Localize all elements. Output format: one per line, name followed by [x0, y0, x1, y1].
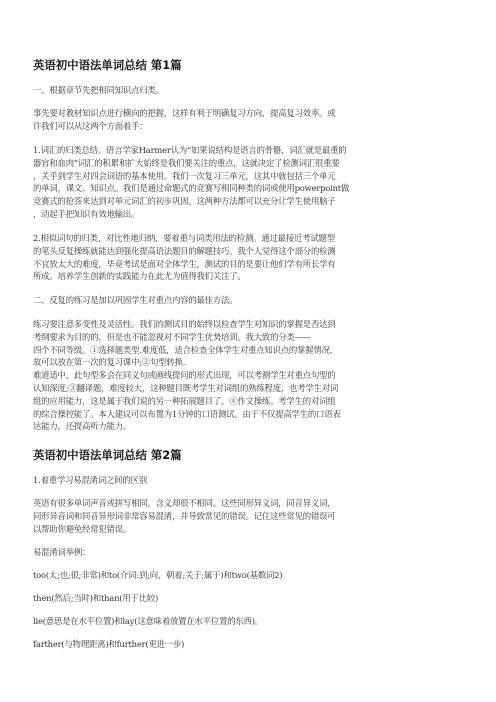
text-line: 不宜放太大的难度，毕竟考试是面对全体学生，测试的目的是要让他们学有所长学有 [33, 258, 336, 269]
text-line: 2.相似词句的归类，对比性地归纳，要着重与词类用法的检测。通过最接近考试题型 [33, 233, 335, 243]
text-line: 竞赛式的抢答来达到对单元词汇的初步巩固。这两种方法都可以充分让学生使用脑子 [33, 196, 336, 207]
text-line: 故可以放在第一次的复习课中;②句型转换. [33, 357, 186, 368]
section1-title: 英语初中语法单词总结 第1篇 [33, 58, 182, 72]
text-line: 考纲要求为目的的，但是也不能忽视对不同学生优势培训。我大致的分类—— [33, 331, 311, 342]
example-item: lie(意思是在水平位置)和lay(这意味着放置在水平位置的东西)。 [33, 616, 263, 626]
text-line: 以帮助你避免经常犯错误。 [33, 523, 132, 534]
text-line: 同形异音词和同音异形词非常容易混淆，并导致常见的错误。记住这些常见的错误可 [33, 510, 336, 521]
text-line: 的单词，课文、知识点。我们是通过命题式的竞赛写相同种类的词或使用powerpoint做 [33, 183, 350, 194]
text-line: 的综合操控能了。本人建议可以布置为1分钟的口语测试。由于不仅提高学生的口语表 [33, 408, 341, 419]
example-item: then(然后;当时)和than(用于比较) [33, 593, 159, 603]
text-line: ，关乎到学生对四会词语的基本使用。我们一次复习三单元，这其中就包括三个单元 [33, 170, 336, 181]
text-line: 事先要对教材知识点进行横向的把握，这样有利于明确复习方向，提高复习效率。或 [33, 108, 336, 118]
text-line: 练习要注意多变性及灵活性。我们的测试目的始终以检查学生对知识的掌握是否达到 [33, 319, 336, 329]
text-line: 许我们可以从这两个方面着手： [33, 120, 148, 131]
text-line: 组的应用能力，这是属于我们说的另一种拓展题目了。④作文操练。考学生的对词组 [33, 395, 336, 406]
section1-heading2: 二、反复的练习是加以巩固学生对重点内容的最佳方法。 [33, 295, 238, 305]
example-item: too(太;也;很;非常)和to(介词:到;向，朝着;关于;属于)和two(基数词2) [33, 570, 283, 580]
section1-para3 [33, 232, 465, 283]
section1-para1 [33, 107, 465, 133]
text-line: 器官和血肉”词汇的积累和扩大始终是我们要关注的重点，这就决定了检测词汇很重要 [33, 157, 340, 168]
section1-para4 [33, 318, 465, 433]
text-line: 四个不同等级。①选择题类型.难度低，适合检查全体学生对重点知识点的掌握情况， [33, 344, 338, 355]
section2-heading1: 1.着重学习易混淆词之间的区别 [33, 475, 147, 485]
section1-heading1: 一、根据章节先把相同知识点归类。 [33, 85, 164, 95]
example-item: farther(与物理距离)和further(更进一步) [33, 639, 185, 649]
section2-title: 英语初中语法单词总结 第2篇 [33, 448, 182, 462]
text-line: 所成。培养学生创新的实践能力在此尤为值得我们关注了。 [33, 271, 246, 282]
text-line: 难道适中，此句型多会在同义句或画线提问的形式出现，可以考测学生对重点句型的 [33, 370, 336, 381]
text-line: 1.词汇的归类总结。语言学家Harmer认为“如果说结构是语言的骨骼，词汇就是最重的 [33, 145, 347, 155]
text-line: 的笔头反复操练就能达到强化提高语法题目的解题技巧。我个人觉得这个部分的检测 [33, 245, 336, 256]
text-line: ，动起手把知识有效地输出。 [33, 208, 140, 219]
section2-para2: 易混淆词举例： [33, 547, 91, 557]
section2-para1 [33, 497, 465, 535]
text-line: 认知深度;③翻译题，难度较大，这种题目既考学生对词组的熟练程度，也考学生对词 [33, 382, 339, 393]
text-line: 英语有很多单词声音或拼写相同，含义却很不相同。这些同形异义词，同音异义词， [33, 498, 336, 508]
text-line: 达能力，还提高听力能力。 [33, 421, 132, 432]
section1-para2 [33, 144, 465, 221]
